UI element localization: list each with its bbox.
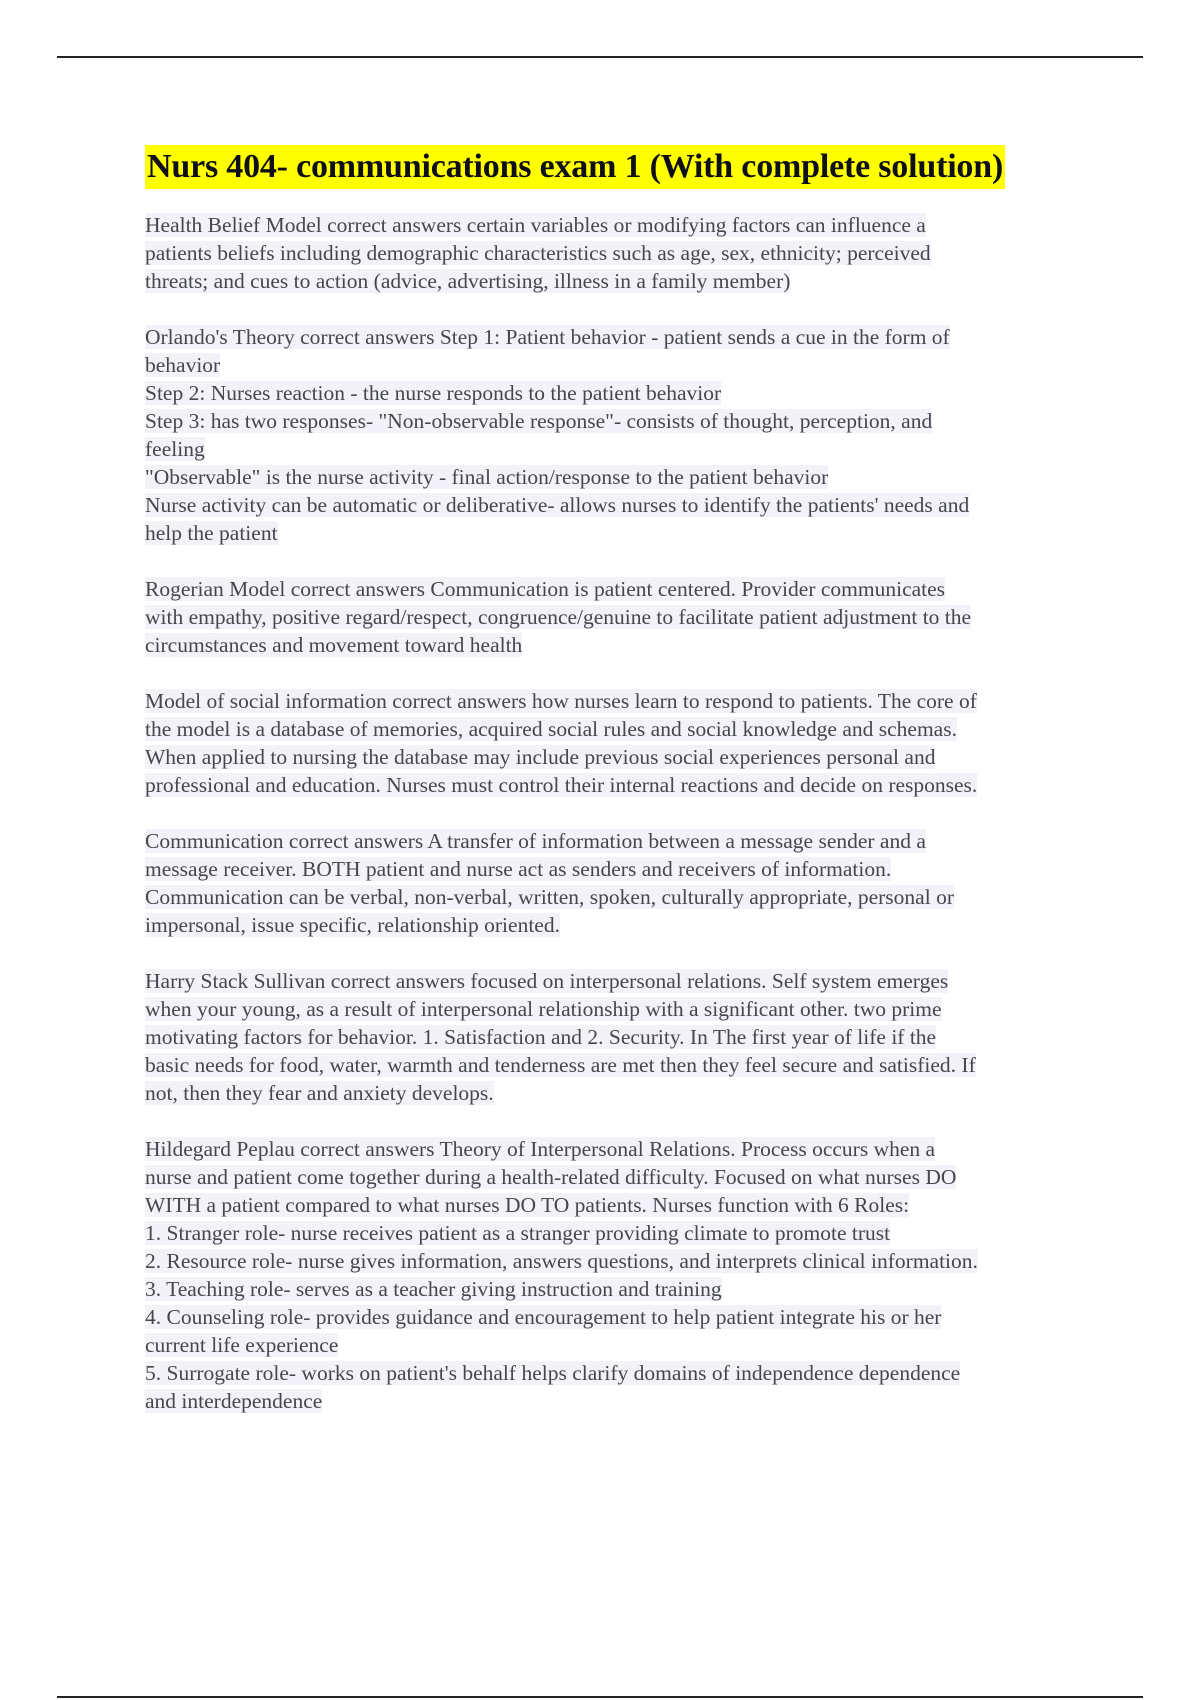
text-line <box>145 211 1085 239</box>
text-line-content: impersonal, issue specific, relationship oriented. <box>145 913 560 937</box>
text-line <box>145 771 1085 799</box>
page-title: Nurs 404- communications exam 1 (With complete solution) <box>145 145 1005 189</box>
text-line <box>145 827 1085 855</box>
text-line <box>145 1387 1085 1415</box>
bottom-rule <box>57 1696 1143 1698</box>
text-line-content: When applied to nursing the database may include previous social experiences personal and <box>145 745 936 769</box>
text-line-content: the model is a database of memories, acquired social rules and social knowledge and schemas. <box>145 717 957 741</box>
text-line <box>145 435 1085 463</box>
text-line-content: professional and education. Nurses must control their internal reactions and decide on responses. <box>145 773 978 797</box>
answer-section <box>145 827 1085 939</box>
text-line-content: current life experience <box>145 1333 339 1357</box>
text-line <box>145 743 1085 771</box>
text-line-content: Rogerian Model correct answers Communication is patient centered. Provider communicates <box>145 577 946 601</box>
text-line <box>145 1191 1085 1219</box>
text-line-content: motivating factors for behavior. 1. Satisfaction and 2. Security. In The first year of life if the <box>145 1025 937 1049</box>
text-line-content: help the patient <box>145 521 278 545</box>
text-line <box>145 575 1085 603</box>
text-line <box>145 1135 1085 1163</box>
sections-container <box>145 211 1085 1415</box>
text-line <box>145 631 1085 659</box>
text-line-content: threats; and cues to action (advice, advertising, illness in a family member) <box>145 269 791 293</box>
text-line-content: 2. Resource role- nurse gives information, answers questions, and interprets clinical information. <box>145 1249 978 1273</box>
text-line-content: and interdependence <box>145 1389 323 1413</box>
text-line-content: Nurse activity can be automatic or deliberative- allows nurses to identify the patients' needs and <box>145 493 970 517</box>
text-line <box>145 883 1085 911</box>
text-line-content: Harry Stack Sullivan correct answers focused on interpersonal relations. Self system emerges <box>145 969 949 993</box>
answer-section <box>145 967 1085 1107</box>
answer-section <box>145 575 1085 659</box>
top-rule <box>57 56 1143 58</box>
text-line-content: Model of social information correct answers how nurses learn to respond to patients. The core of <box>145 689 977 713</box>
text-line-content: patients beliefs including demographic characteristics such as age, sex, ethnicity; perceived <box>145 241 931 265</box>
text-line-content: WITH a patient compared to what nurses DO TO patients. Nurses function with 6 Roles: <box>145 1193 910 1217</box>
text-line <box>145 687 1085 715</box>
text-line <box>145 1219 1085 1247</box>
text-line-content: "Observable" is the nurse activity - final action/response to the patient behavior <box>145 465 829 489</box>
text-line <box>145 491 1085 519</box>
text-line-content: 1. Stranger role- nurse receives patient as a stranger providing climate to promote trust <box>145 1221 891 1245</box>
text-line <box>145 1023 1085 1051</box>
text-line-content: with empathy, positive regard/respect, congruence/genuine to facilitate patient adjustment to the <box>145 605 972 629</box>
text-line <box>145 1331 1085 1359</box>
text-line-content: behavior <box>145 353 221 377</box>
text-line-content: nurse and patient come together during a health-related difficulty. Focused on what nurses DO <box>145 1165 957 1189</box>
text-line <box>145 603 1085 631</box>
answer-section <box>145 687 1085 799</box>
text-line <box>145 1303 1085 1331</box>
text-line <box>145 855 1085 883</box>
text-line-content: basic needs for food, water, warmth and tenderness are met then they feel secure and satisfied. If <box>145 1053 976 1077</box>
text-line <box>145 351 1085 379</box>
text-line-content: when your young, as a result of interpersonal relationship with a significant other. two prime <box>145 997 942 1021</box>
text-line-content: Communication can be verbal, non-verbal, written, spoken, culturally appropriate, personal or <box>145 885 954 909</box>
text-line-content: 3. Teaching role- serves as a teacher giving instruction and training <box>145 1277 722 1301</box>
text-line <box>145 323 1085 351</box>
text-line <box>145 407 1085 435</box>
text-line <box>145 1359 1085 1387</box>
text-line-content: Step 3: has two responses- "Non-observable response"- consists of thought, perception, and <box>145 409 933 433</box>
text-line-content: Communication correct answers A transfer of information between a message sender and a <box>145 829 926 853</box>
text-line-content: Health Belief Model correct answers certain variables or modifying factors can influence a <box>145 213 926 237</box>
text-line-content: Step 2: Nurses reaction - the nurse responds to the patient behavior <box>145 381 722 405</box>
text-line-content: circumstances and movement toward health <box>145 633 523 657</box>
text-line <box>145 1051 1085 1079</box>
text-line <box>145 239 1085 267</box>
answer-section <box>145 211 1085 295</box>
text-line <box>145 967 1085 995</box>
text-line <box>145 715 1085 743</box>
text-line-content: 4. Counseling role- provides guidance and encouragement to help patient integrate his or her <box>145 1305 942 1329</box>
answer-section <box>145 323 1085 547</box>
text-line <box>145 1079 1085 1107</box>
text-line <box>145 463 1085 491</box>
text-line-content: Hildegard Peplau correct answers Theory of Interpersonal Relations. Process occurs when a <box>145 1137 936 1161</box>
text-line <box>145 1247 1085 1275</box>
text-line-content: not, then they fear and anxiety develops. <box>145 1081 494 1105</box>
document-page <box>145 145 1085 1443</box>
answer-section <box>145 1135 1085 1415</box>
text-line <box>145 1275 1085 1303</box>
text-line <box>145 1163 1085 1191</box>
text-line <box>145 995 1085 1023</box>
text-line <box>145 267 1085 295</box>
text-line-content: feeling <box>145 437 205 461</box>
text-line <box>145 519 1085 547</box>
text-line <box>145 379 1085 407</box>
text-line <box>145 911 1085 939</box>
text-line-content: message receiver. BOTH patient and nurse act as senders and receivers of information. <box>145 857 892 881</box>
text-line-content: 5. Surrogate role- works on patient's behalf helps clarify domains of independence dependence <box>145 1361 961 1385</box>
text-line-content: Orlando's Theory correct answers Step 1: Patient behavior - patient sends a cue in the form of <box>145 325 950 349</box>
